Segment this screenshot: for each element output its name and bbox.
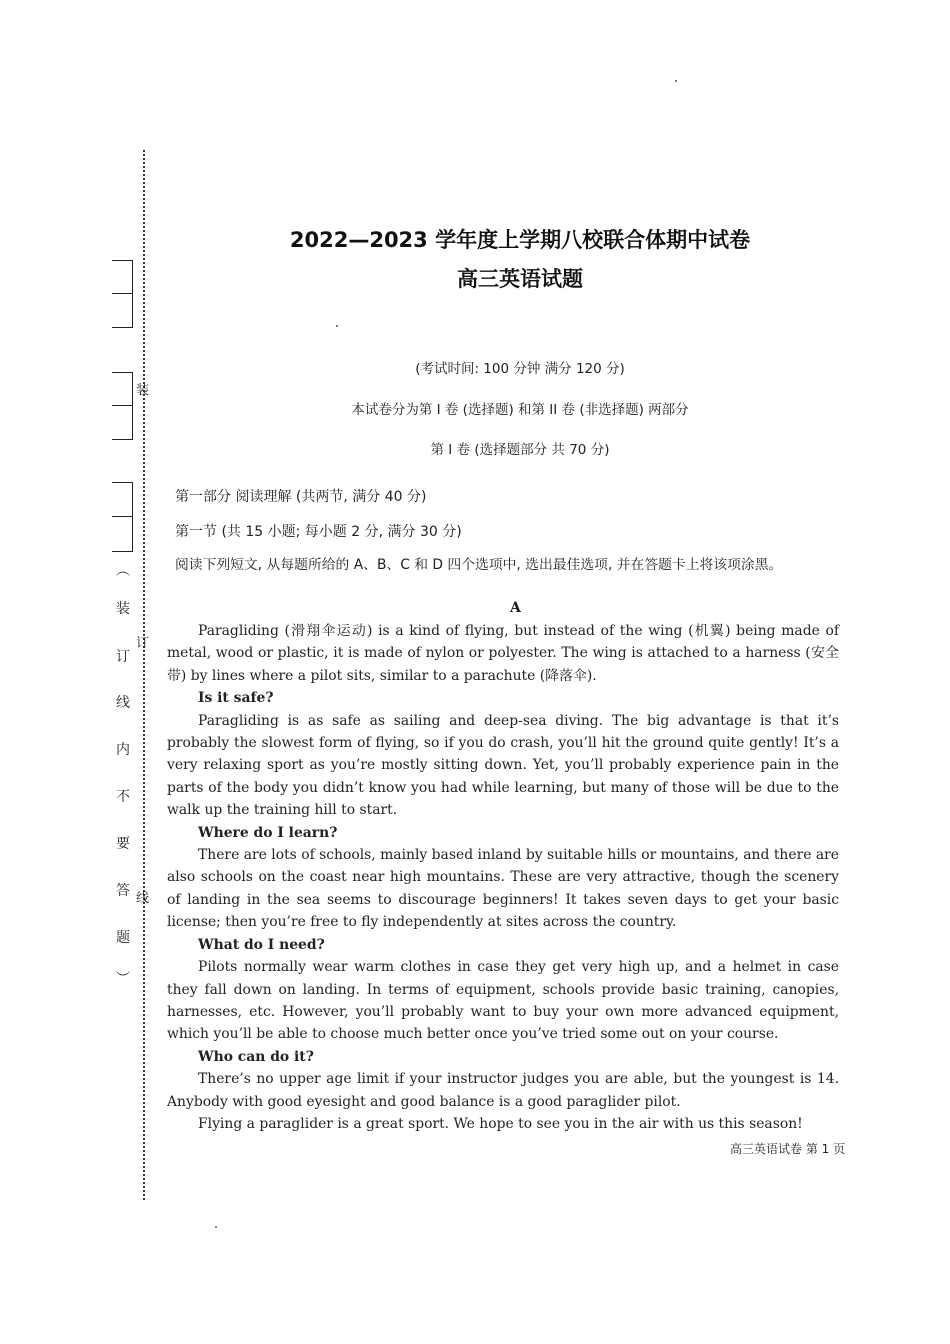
section-heading: 第一节 (共 15 小题; 每小题 2 分, 满分 30 分): [175, 524, 462, 540]
passage-subheading: What do I need?: [198, 936, 325, 953]
passage-subheading: Where do I learn?: [198, 824, 338, 841]
margin-notice-char: 答: [116, 883, 130, 899]
passage-paragraph: There are lots of schools, mainly based inland by suitable hills or mountains, and there are also schools on the coast near high mountains. These are very attractive, though the scenery of landing in the sea seems to discourage beginners! It takes seven days to get your basic license; then you’re free to fly independently at sites across the country.: [167, 847, 839, 931]
exam-structure: 本试卷分为第 I 卷 (选择题) 和第 II 卷 (非选择题) 两部分: [351, 402, 689, 418]
margin-notice-char: 装: [116, 601, 130, 617]
passage-subheading: Is it safe?: [198, 690, 274, 707]
passage-paragraph: Pilots normally wear warm clothes in case they get very high up, and a helmet in case they fall down on landing. In terms of equipment, schools provide basic training, canopies, harnesses, etc. However, you’ll probably want to buy your own more advanced equipment, which you’ll be able to choose much better once you’ve tried some out on your course.: [167, 959, 839, 1043]
reading-passage: [167, 620, 839, 1135]
passage-intro: Paragliding (滑翔伞运动) is a kind of flying, but instead of the wing (机翼) being made of metal, wood or plastic, it is made of nylon or polyester. The wing is attached to a harness (安全带) by lines where a pilot sits, similar to a parachute (降落伞).: [167, 623, 839, 684]
margin-notice-char: 要: [116, 836, 130, 852]
margin-notice-char: 线: [116, 695, 130, 711]
part-heading: 第一部分 阅读理解 (共两节, 满分 40 分): [175, 489, 427, 505]
id-box-divider: [112, 516, 132, 517]
margin-notice-char: ︶: [116, 971, 130, 987]
passage-paragraph: There’s no upper age limit if your instructor judges you are able, but the youngest is 14. Anybody with good eyesight and good balance is a good paraglider pilot.: [167, 1071, 839, 1110]
name-box-divider: [112, 293, 132, 294]
margin-notice-char: 不: [116, 789, 130, 805]
volume-heading: 第 I 卷 (选择题部分 共 70 分): [430, 442, 610, 458]
binding-dotted-line: [143, 150, 145, 1200]
exam-title: 2022—2023 学年度上学期八校联合体期中试卷: [289, 228, 751, 252]
scan-speck: [675, 80, 677, 82]
binding-char-ding: 订: [136, 636, 150, 651]
exam-info: (考试时间: 100 分钟 满分 120 分): [415, 361, 625, 377]
margin-notice-char: 订: [116, 649, 130, 665]
margin-notice-char: ︵: [116, 563, 130, 579]
binding-char-xian: 线: [136, 891, 150, 906]
passage-paragraph: Paragliding is as safe as sailing and deep-sea diving. The big advantage is that it’s probably the slowest form of flying, so if you do crash, you’ll hit the ground quite gently! It’s a very relaxing sport as you’re mostly sitting down. Yet, you’ll probably experience pain in the parts of the body you didn’t know you had while learning, but many of those will be due to the walk up the training hill to start.: [167, 712, 839, 819]
margin-notice-char: 题: [116, 930, 130, 946]
margin-notice-char: 内: [116, 742, 130, 758]
scan-speck: [336, 325, 338, 327]
binding-char-zhuang: 装: [136, 383, 150, 398]
scan-speck: [215, 1226, 217, 1228]
page-footer: 高三英语试卷 第 1 页: [730, 1142, 846, 1156]
id-box: [112, 482, 133, 552]
passage-label: A: [510, 600, 521, 616]
directions: 阅读下列短文, 从每题所给的 A、B、C 和 D 四个选项中, 选出最佳选项, 并在答题卡上将该项涂黑。: [175, 557, 783, 573]
exam-subtitle: 高三英语试题: [457, 267, 583, 291]
passage-paragraph: Flying a paraglider is a great sport. We hope to see you in the air with us this season!: [198, 1115, 803, 1132]
passage-subheading: Who can do it?: [198, 1048, 314, 1065]
